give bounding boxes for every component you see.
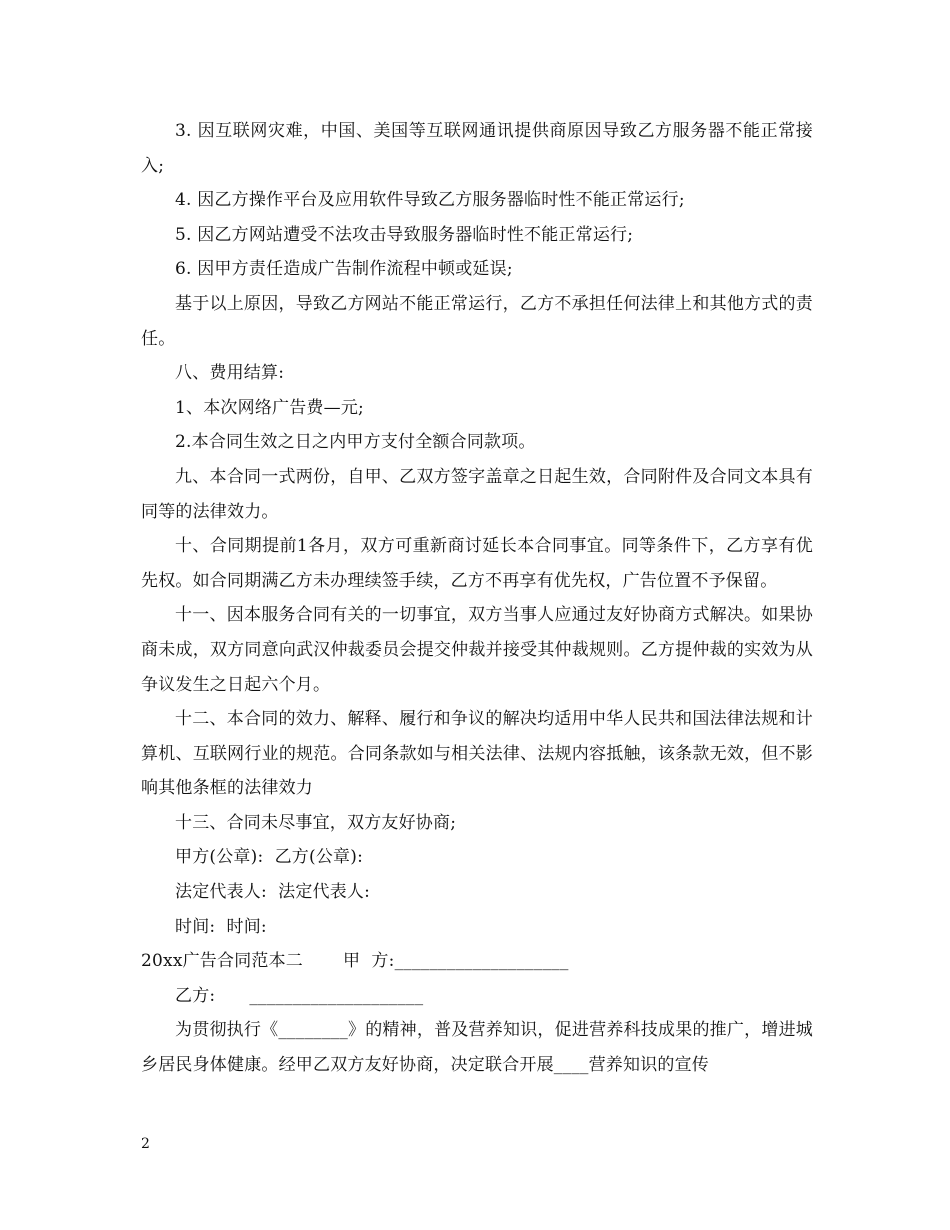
party-b-blank: ____________________: [249, 985, 424, 1006]
clause-5: 5. 因乙方网站遭受不法攻击导致服务器临时性不能正常运行;: [175, 224, 634, 245]
liability-statement: 基于以上原因，导致乙方网站不能正常运行，乙方不承担任何法律上和其他方式的责任。: [141, 293, 813, 349]
fee-item-2: 2.本合同生效之日之内甲方支付全额合同款项。: [175, 432, 536, 453]
section-9: 九、本合同一式两份，自甲、乙双方签字盖章之日起生效，合同附件及合同文本具有同等的法律效力。: [141, 466, 813, 522]
section-heading-fees: 八、费用结算:: [175, 363, 285, 384]
page-number: 2: [141, 1136, 150, 1152]
section-13: 十三、合同未尽事宜，双方友好协商;: [175, 812, 457, 833]
date-line: 时间: 时间:: [175, 916, 267, 937]
closing-paragraph: 为贯彻执行《________》的精神，普及营养知识，促进营养科技成果的推广，增进城乡居民身体健康。经甲乙双方友好协商，决定联合开展____营养知识的宣传: [141, 1020, 813, 1076]
section-11: 十一、因本服务合同有关的一切事宜，双方当事人应通过友好协商方式解决。如果协商未成，双方同意向武汉仲裁委员会提交仲裁并接受其仲裁规则。乙方提仲裁的实效为从争议发生之日起六个月。: [141, 605, 813, 695]
party-a-blank: ____________________: [394, 951, 569, 972]
clause-6: 6. 因甲方责任造成广告制作流程中顿或延误;: [175, 259, 513, 280]
seal-line: 甲方(公章): 乙方(公章):: [175, 847, 363, 868]
contract-body: [141, 114, 813, 1083]
template-title-line: [141, 944, 813, 979]
template-title: 20xx广告合同范本二: [141, 951, 304, 972]
clause-3: 3. 因互联网灾难，中国、美国等互联网通讯提供商原因导致乙方服务器不能正常接入;: [141, 121, 813, 176]
party-b-label: 乙方:: [175, 985, 216, 1006]
legal-representative-line: 法定代表人: 法定代表人:: [175, 882, 371, 903]
fee-item-1: 1、本次网络广告费—元;: [175, 397, 364, 418]
section-10: 十、合同期提前1各月，双方可重新商讨延长本合同事宜。同等条件下，乙方享有优先权。如合同期满乙方未办理续签手续，乙方不再享有优先权，广告位置不予保留。: [141, 536, 813, 591]
party-b-line: [141, 979, 813, 1014]
section-12: 十二、本合同的效力、解释、履行和争议的解决均适用中华人民共和国法律法规和计算机、互联网行业的规范。合同条款如与相关法律、法规内容抵触，该条款无效，但不影响其他条框的法律效力: [141, 709, 813, 799]
clause-4: 4. 因乙方操作平台及应用软件导致乙方服务器临时性不能正常运行;: [175, 190, 685, 211]
party-a-label: 甲 方:: [343, 951, 395, 972]
